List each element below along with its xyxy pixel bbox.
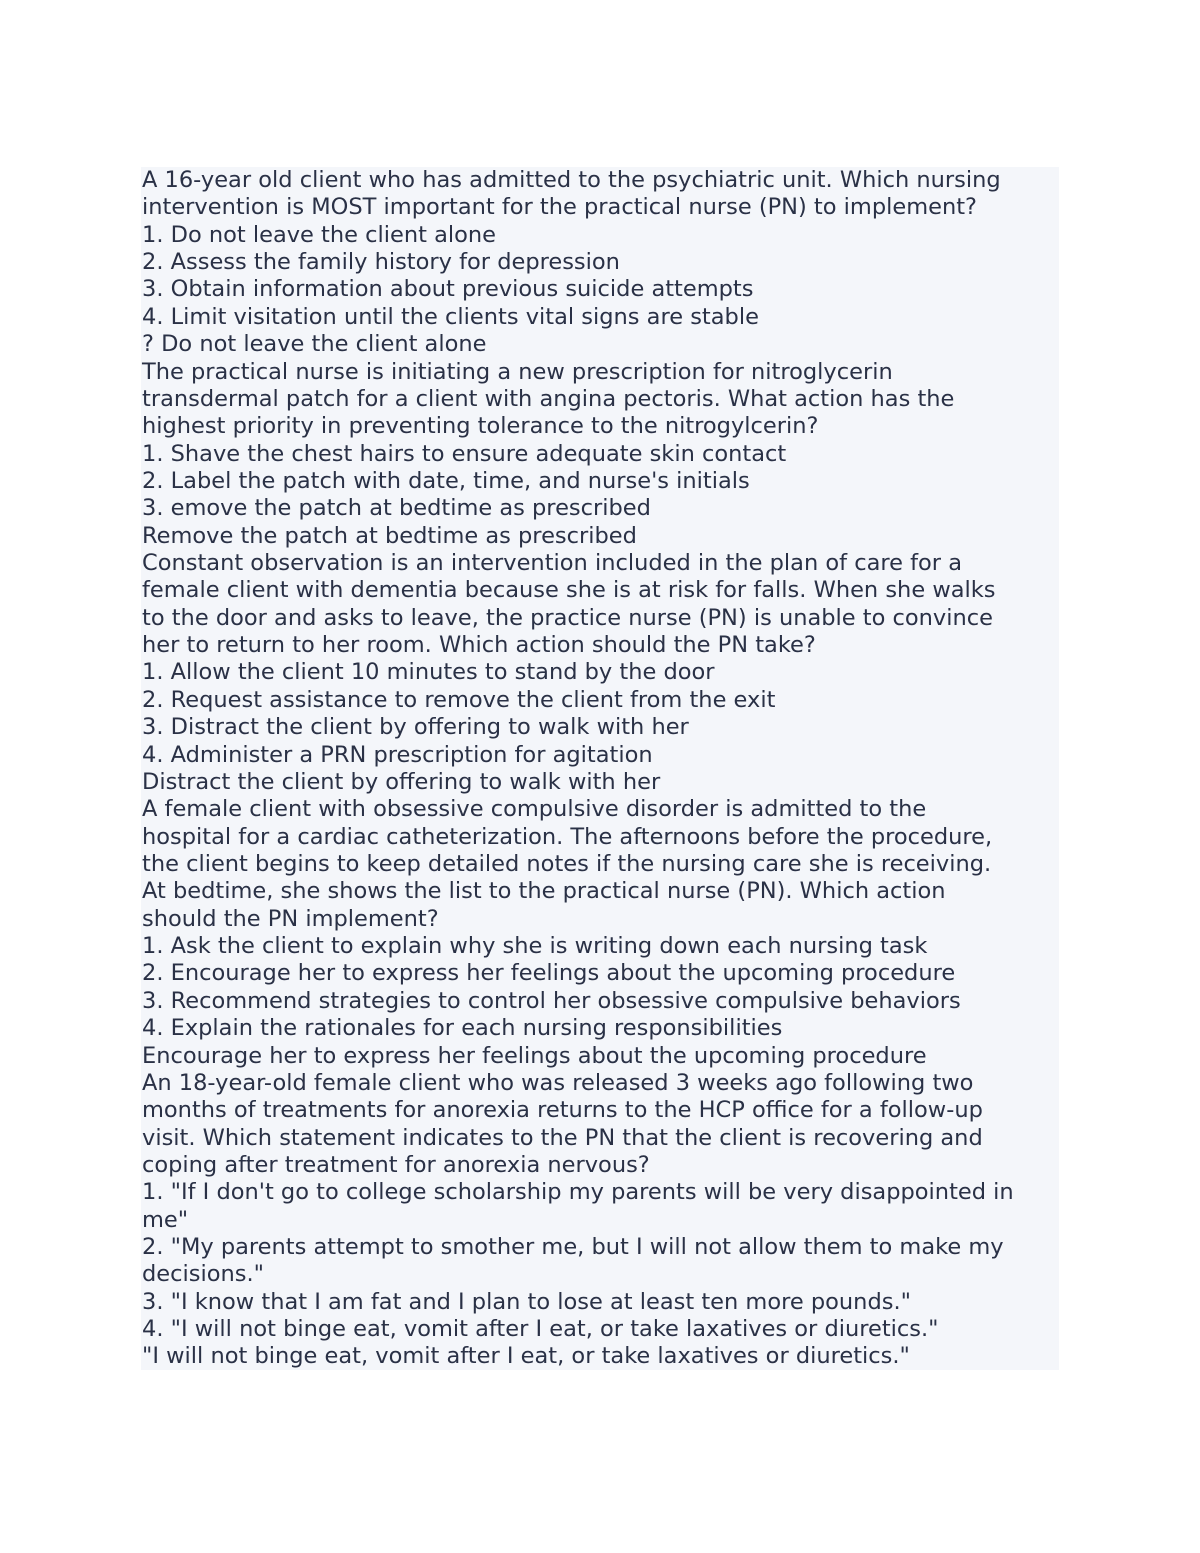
text-line: me" (142, 1206, 189, 1233)
text-line: should the PN implement? (142, 905, 439, 932)
text-line: decisions." (142, 1261, 264, 1288)
text-line: to the door and asks to leave, the practice nurse (PN) is unable to convince (142, 604, 993, 631)
text-line: 2. Request assistance to remove the client from the exit (142, 686, 776, 713)
text-line: 4. Administer a PRN prescription for agitation (142, 741, 653, 768)
text-line: 2. Label the patch with date, time, and nurse's initials (142, 467, 750, 494)
text-line: A 16-year old client who has admitted to the psychiatric unit. Which nursing (142, 167, 1001, 193)
text-line: 3. "I know that I am fat and I plan to lose at least ten more pounds." (142, 1288, 911, 1315)
text-line: 1. Do not leave the client alone (142, 221, 496, 248)
text-line: Constant observation is an intervention included in the plan of care for a (142, 550, 962, 577)
text-line: Distract the client by offering to walk with her (142, 768, 661, 795)
text-line: 2. Assess the family history for depression (142, 249, 620, 276)
text-line: coping after treatment for anorexia nervous? (142, 1151, 650, 1178)
text-line: 3. Obtain information about previous suicide attempts (142, 276, 754, 303)
text-line: 3. Recommend strategies to control her obsessive compulsive behaviors (142, 987, 961, 1014)
text-line: highest priority in preventing tolerance to the nitrogylcerin? (142, 413, 819, 440)
text-line: her to return to her room. Which action should the PN take? (142, 632, 816, 659)
text-line: "I will not binge eat, vomit after I eat, or take laxatives or diuretics." (142, 1343, 910, 1370)
text-line: 3. Distract the client by offering to walk with her (142, 714, 689, 741)
text-line: 1. Shave the chest hairs to ensure adequate skin contact (142, 440, 787, 467)
text-line: At bedtime, she shows the list to the practical nurse (PN). Which action (142, 878, 946, 905)
text-line: 1. Allow the client 10 minutes to stand by the door (142, 659, 715, 686)
text-line: ? Do not leave the client alone (142, 331, 487, 358)
text-line: the client begins to keep detailed notes if the nursing care she is receiving. (142, 850, 992, 877)
document-text-block (141, 167, 1059, 1370)
text-line: A female client with obsessive compulsive disorder is admitted to the (142, 796, 927, 823)
text-line: 4. Explain the rationales for each nursing responsibilities (142, 1015, 783, 1042)
text-line: 4. Limit visitation until the clients vital signs are stable (142, 303, 759, 330)
text-line: months of treatments for anorexia returns to the HCP office for a follow-up (142, 1097, 983, 1124)
text-line: transdermal patch for a client with angina pectoris. What action has the (142, 385, 955, 412)
text-line: 2. "My parents attempt to smother me, but I will not allow them to make my (142, 1234, 1004, 1261)
text-line: 1. Ask the client to explain why she is writing down each nursing task (142, 933, 928, 960)
text-line: 1. "If I don't go to college scholarship my parents will be very disappointed in (142, 1179, 1014, 1206)
text-line: intervention is MOST important for the practical nurse (PN) to implement? (142, 194, 977, 221)
text-line: 2. Encourage her to express her feelings about the upcoming procedure (142, 960, 956, 987)
text-line: 4. "I will not binge eat, vomit after I eat, or take laxatives or diuretics." (142, 1316, 939, 1343)
text-line: 3. emove the patch at bedtime as prescribed (142, 495, 651, 522)
text-line: visit. Which statement indicates to the PN that the client is recovering and (142, 1124, 983, 1151)
text-line: female client with dementia because she is at risk for falls. When she walks (142, 577, 996, 604)
text-line: The practical nurse is initiating a new prescription for nitroglycerin (142, 358, 893, 385)
text-line: An 18-year-old female client who was released 3 weeks ago following two (142, 1069, 974, 1096)
text-line: Remove the patch at bedtime as prescribed (142, 522, 637, 549)
text-line: Encourage her to express her feelings about the upcoming procedure (142, 1042, 927, 1069)
text-line: hospital for a cardiac catheterization. The afternoons before the procedure, (142, 823, 993, 850)
